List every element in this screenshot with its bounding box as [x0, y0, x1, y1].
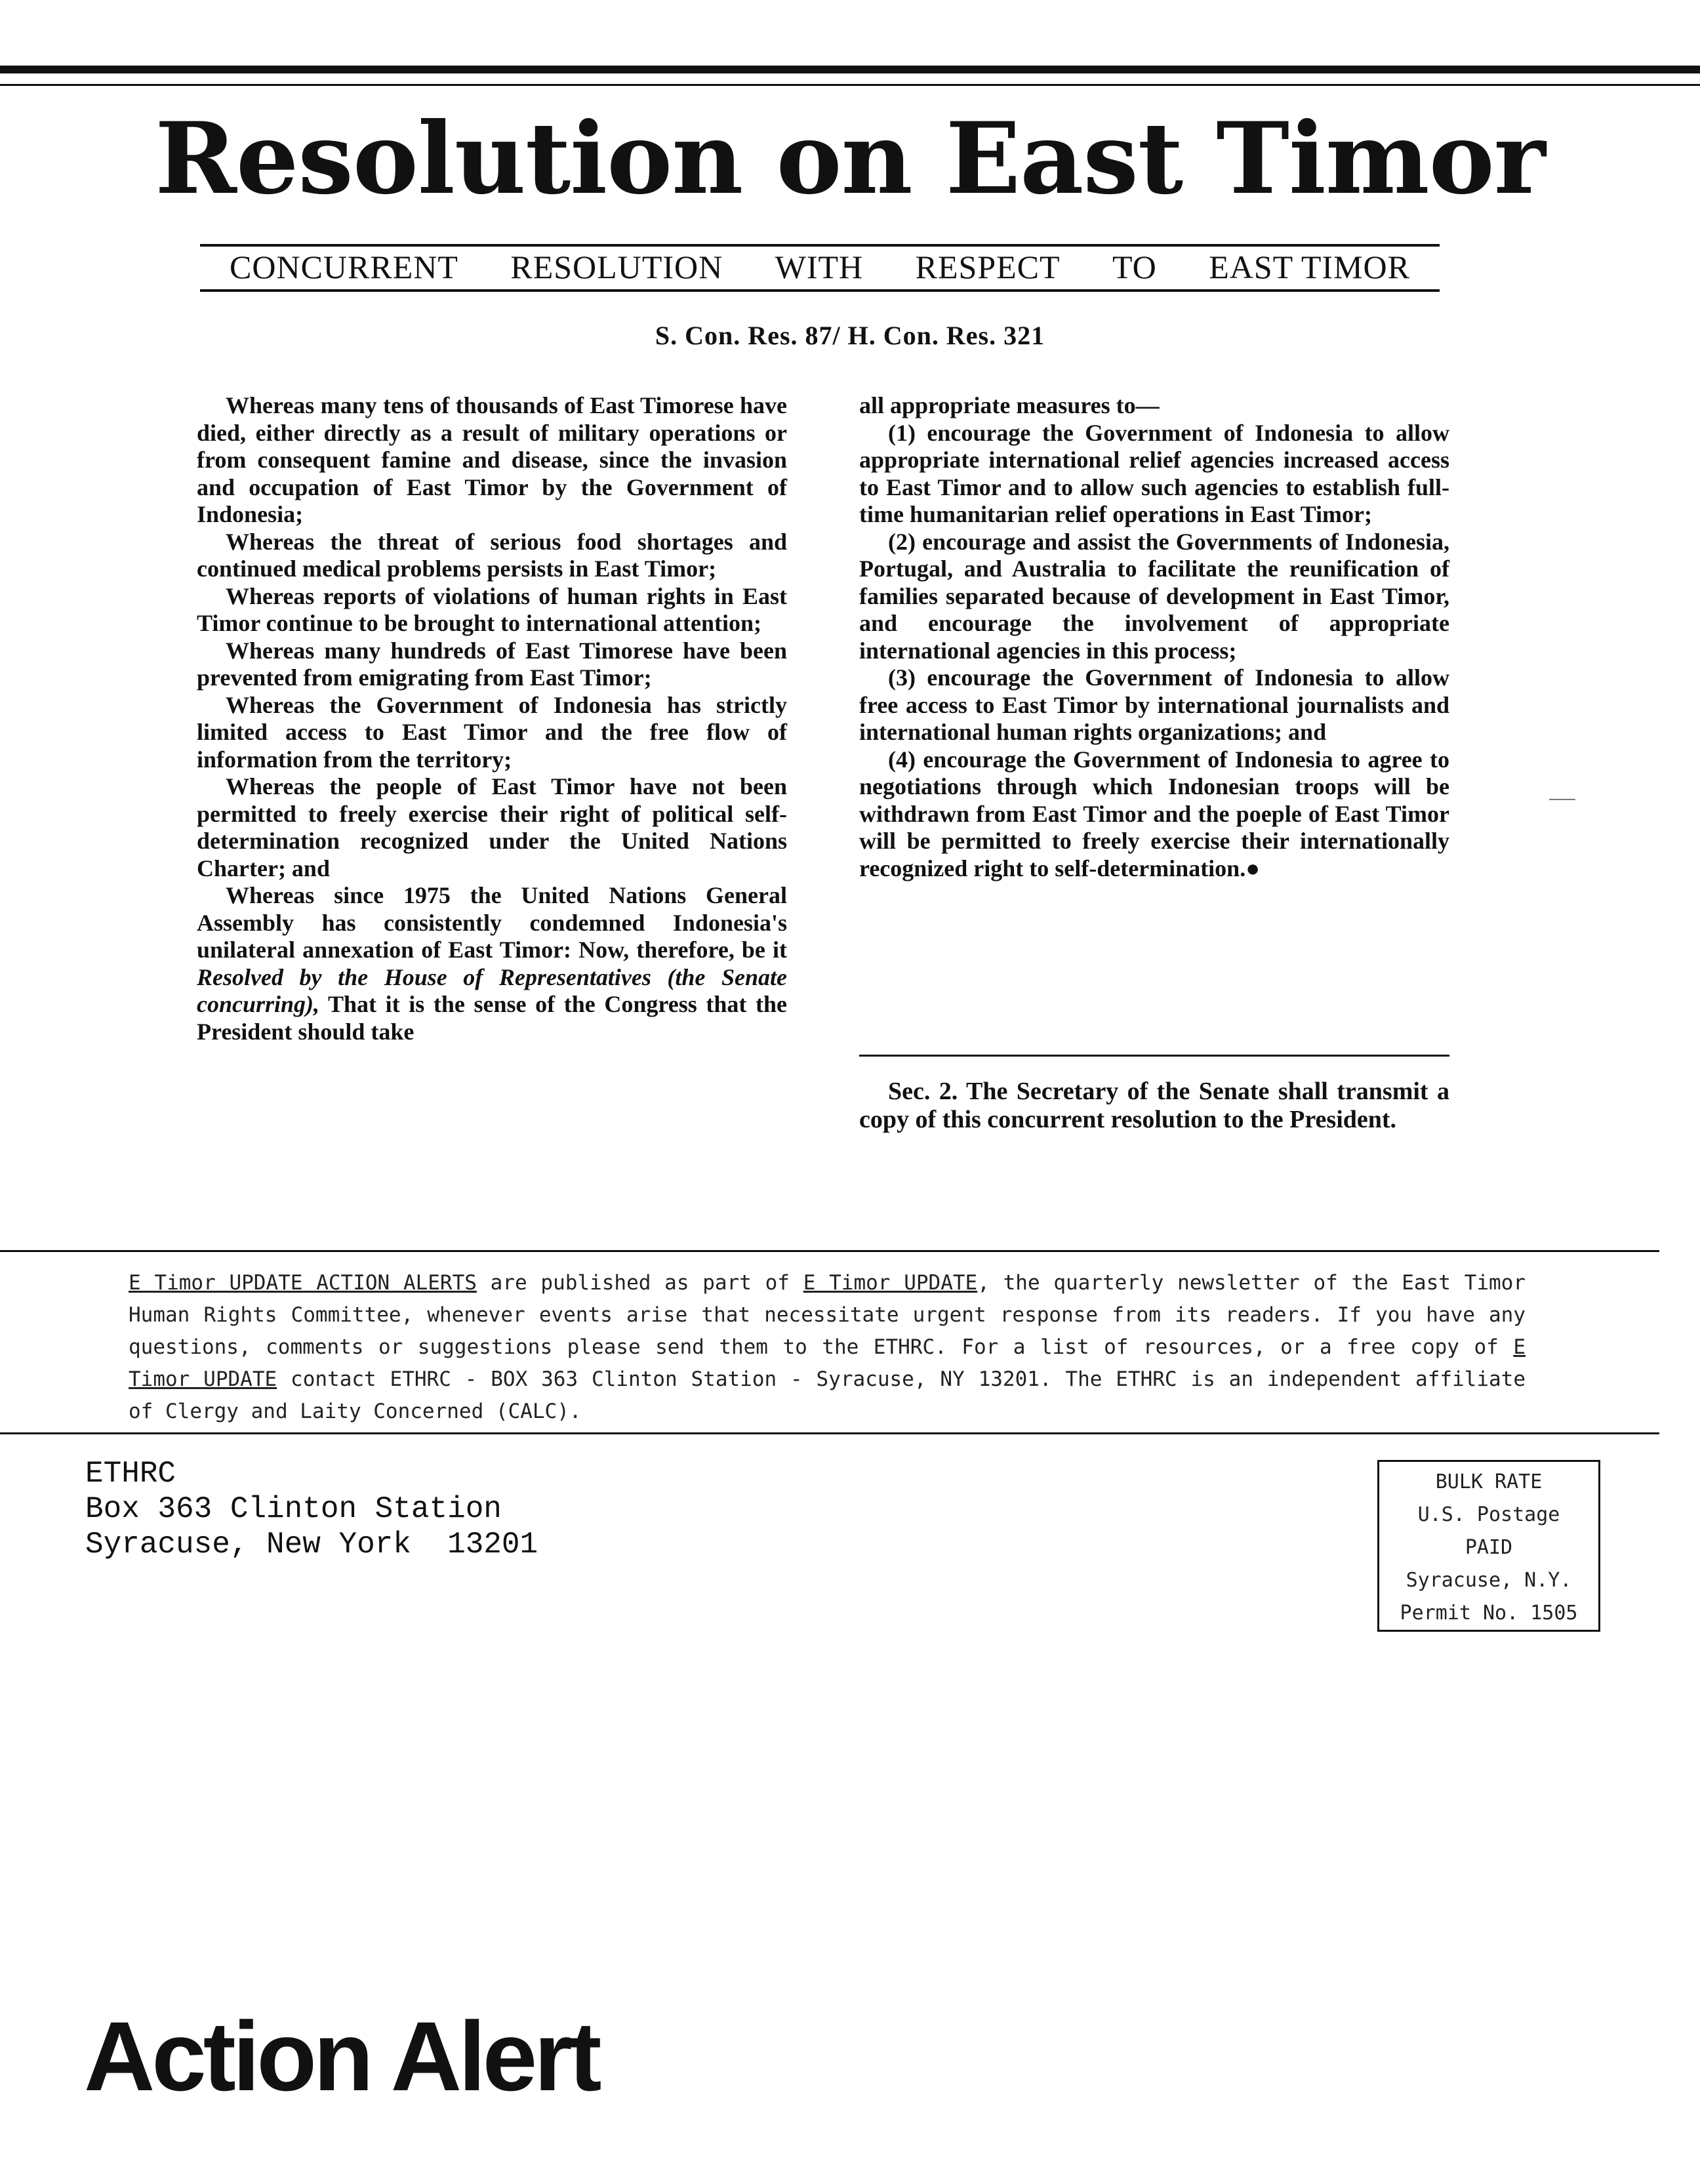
whereas-paragraph: Whereas the people of East Timor have not been permitted to freely exercise their right of political self-determination recognized under the United Nations Charter; and	[197, 773, 787, 881]
measure-item: (1) encourage the Government of Indonesia to allow appropriate international relief agencies increased access to East Timor and to allow such agencies to establish full-time humanitarian relief operations in East Timor;	[859, 419, 1449, 527]
subtitle-word: RESPECT	[915, 249, 1061, 285]
subtitle-word: CONCURRENT	[230, 249, 458, 285]
end-mark: ●	[1245, 855, 1260, 881]
right-column	[859, 392, 1449, 882]
margin-mark	[1549, 799, 1575, 800]
footer-text: , the quarterly newsletter of the East Timor Human Rights Committee, whenever events arise that necessitate urgent response from its readers. If you have any questions, comments or suggestions please send them to the ETHRC. For a list of resources, or a free copy of	[129, 1271, 1526, 1359]
publication-name: E Timor UPDATE	[803, 1271, 978, 1295]
page-title: Resolution on East Timor	[155, 101, 1545, 216]
measure-item: (3) encourage the Government of Indonesia to allow free access to East Timor by international journalists and international human rights organizations; and	[859, 664, 1449, 745]
footer-text: contact ETHRC - BOX 363 Clinton Station - Syracuse, NY 13201. The ETHRC is an independent affiliate of Clergy and Laity Concerned (CALC).	[129, 1367, 1526, 1423]
subtitle	[200, 248, 1440, 286]
sense-of-congress-text: That it is the sense of the Congress that the President should take	[197, 991, 787, 1045]
footer-text: are published as part of	[476, 1271, 803, 1295]
whereas-text: Whereas since 1975 the United Nations General Assembly has consistently condemned Indonesia's unilateral annexation of East Timor: Now, therefore, be it	[197, 882, 787, 963]
measure-item	[859, 746, 1449, 883]
action-alert-heading: Action Alert	[84, 2001, 599, 2111]
subtitle-rule-top	[200, 244, 1440, 247]
section-divider	[859, 1055, 1449, 1057]
whereas-paragraph: Whereas the threat of serious food shortages and continued medical problems persists in East Timor;	[197, 528, 787, 582]
subtitle-rule-bottom	[200, 289, 1440, 292]
whereas-paragraph: Whereas many tens of thousands of East Timorese have died, either directly as a result of military operations or from consequent famine and disease, since the invasion and occupation of East Timor by the Government of Indonesia;	[197, 392, 787, 527]
subtitle-word: TO	[1112, 249, 1157, 285]
indicia-line: Syracuse, N.Y.	[1406, 1569, 1572, 1592]
address-line: ETHRC	[85, 1457, 176, 1491]
indicia-line: U.S. Postage	[1417, 1503, 1560, 1526]
whereas-paragraph: Whereas many hundreds of East Timorese have been prevented from emigrating from East Timor;	[197, 637, 787, 691]
section-2: Sec. 2. The Secretary of the Senate shall transmit a copy of this concurrent resolution to the President.	[859, 1078, 1449, 1133]
measures-intro: all appropriate measures to—	[859, 392, 1160, 418]
return-address	[85, 1456, 538, 1562]
publication-name: E Timor UPDATE ACTION ALERTS	[129, 1271, 477, 1295]
measure-item: (2) encourage and assist the Governments of Indonesia, Portugal, and Australia to facilitate the reunification of families separated because of development in East Timor, and encourage the involvement of appropriate international agencies in this process;	[859, 528, 1449, 664]
whereas-paragraph-final	[197, 882, 787, 1045]
footer-rule-top	[0, 1250, 1659, 1252]
address-line: Box 363 Clinton Station	[85, 1492, 502, 1526]
indicia-line: Permit No. 1505	[1400, 1602, 1578, 1625]
whereas-paragraph: Whereas reports of violations of human rights in East Timor continue to be brought to international attention;	[197, 582, 787, 636]
left-column	[197, 392, 787, 1045]
indicia-line: BULK RATE	[1435, 1470, 1543, 1493]
resolved-clause: Resolved by the House of Representatives (the Senate concurring),	[197, 963, 787, 1017]
subtitle-word: EAST TIMOR	[1209, 249, 1410, 285]
indicia-line: PAID	[1465, 1536, 1513, 1559]
resolution-number: S. Con. Res. 87/ H. Con. Res. 321	[655, 321, 1045, 350]
subtitle-word: RESOLUTION	[510, 249, 723, 285]
address-line: Syracuse, New York 13201	[85, 1527, 538, 1562]
publication-name: E Timor UPDATE	[129, 1335, 1526, 1391]
top-thin-rule	[0, 84, 1700, 86]
footer-note	[129, 1267, 1526, 1428]
whereas-paragraph: Whereas the Government of Indonesia has strictly limited access to East Timor and the free flow of information from the territory;	[197, 691, 787, 773]
footer-rule-bottom	[0, 1432, 1659, 1434]
measure-item-text: (4) encourage the Government of Indonesia to agree to negotiations through which Indonesian troops will be withdrawn from East Timor and the poeple of East Timor will be permitted to freely exercise their internationally recognized right to self-determination.	[859, 746, 1449, 881]
subtitle-word: WITH	[775, 249, 864, 285]
top-thick-rule	[0, 66, 1700, 73]
postage-indicia	[1377, 1460, 1600, 1632]
